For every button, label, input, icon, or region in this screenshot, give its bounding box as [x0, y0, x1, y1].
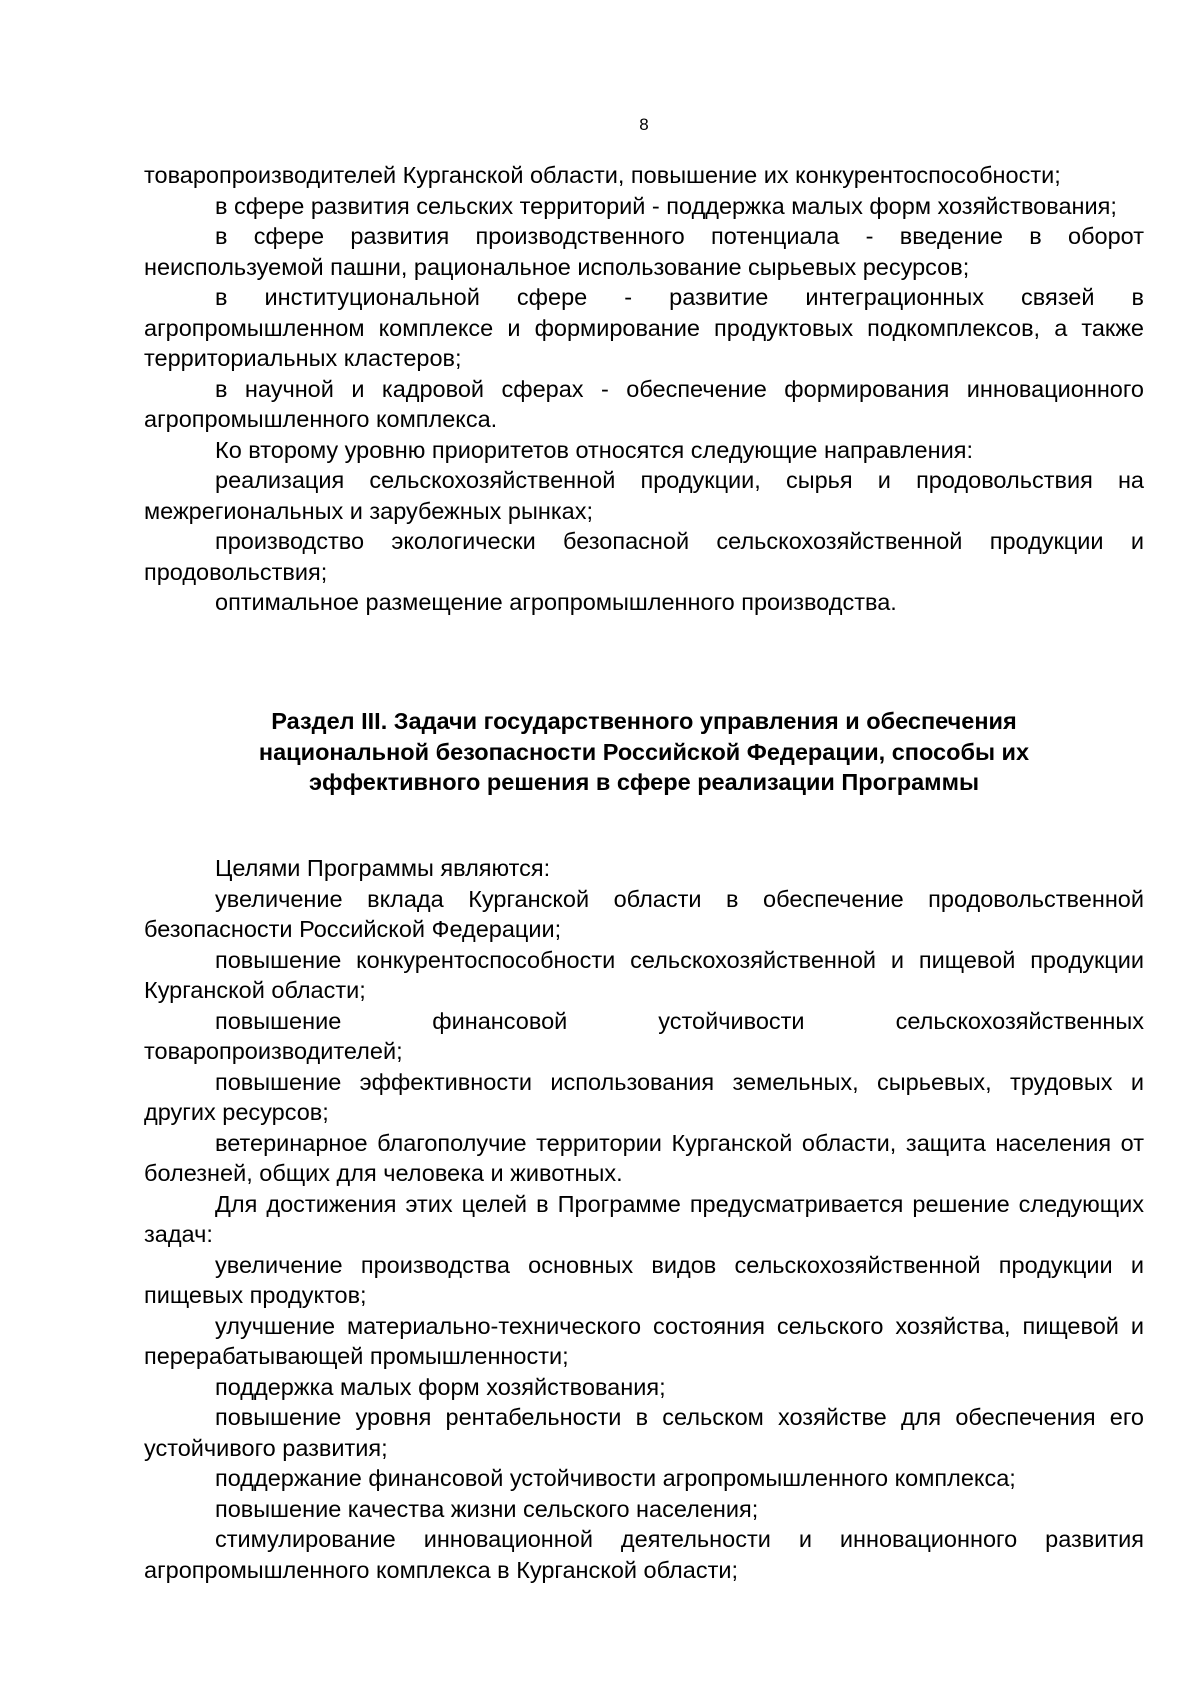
paragraph: товаропроизводителей Курганской области, повышение их конкурентоспособности;	[144, 162, 1061, 188]
paragraph: Целями Программы являются:	[215, 855, 551, 881]
paragraph: повышение уровня рентабельности в сельском хозяйстве для обеспечения его устойчивого развития;	[144, 1404, 1144, 1461]
paragraph: в сфере развития сельских территорий - поддержка малых форм хозяйствования;	[215, 192, 1117, 219]
paragraph: поддержание финансовой устойчивости агропромышленного комплекса;	[215, 1465, 1016, 1491]
paragraph: улучшение материально-технического состояния сельского хозяйства, пищевой и перерабатывающей промышленности;	[144, 1312, 1144, 1369]
paragraph: поддержка малых форм хозяйствования;	[215, 1373, 666, 1400]
section-heading-line: Раздел III. Задачи государственного управления и обеспечения	[271, 708, 1017, 734]
paragraph: производство экологически безопасной сельскохозяйственной продукции и продовольствия;	[144, 528, 1144, 585]
bottom-text-block	[144, 853, 1144, 1585]
section-heading-line: эффективного решения в сфере реализации Программы	[308, 769, 980, 795]
paragraph: реализация сельскохозяйственной продукции, сырья и продовольствия на межрегиональных и зарубежных рынках;	[144, 467, 1144, 524]
section-heading-line: национальной безопасности Российской Федерации, способы их	[258, 738, 1030, 765]
paragraph: ветеринарное благополучие территории Курганской области, защита населения от болезней, общих для человека и животных.	[144, 1129, 1144, 1186]
paragraph: увеличение вклада Курганской области в обеспечение продовольственной безопасности Российской Федерации;	[144, 885, 1144, 942]
paragraph: в научной и кадровой сферах - обеспечение формирования инновационного агропромышленного комплекса.	[144, 375, 1144, 432]
paragraph: увеличение производства основных видов сельскохозяйственной продукции и пищевых продуктов;	[144, 1251, 1144, 1308]
paragraph: повышение эффективности использования земельных, сырьевых, трудовых и других ресурсов;	[144, 1068, 1144, 1125]
page-number: 8	[639, 115, 649, 134]
paragraph: Ко второму уровню приоритетов относятся следующие направления:	[215, 436, 973, 463]
paragraph: в институциональной сфере - развитие интеграционных связей в агропромышленном комплексе и формирование продуктовых подкомплексов, а также территориальных кластеров;	[144, 284, 1144, 371]
paragraph: в сфере развития производственного потенциала - введение в оборот неиспользуемой пашни, рациональное использование сырьевых ресурсов;	[144, 223, 1144, 280]
paragraph: Для достижения этих целей в Программе предусматривается решение следующих задач:	[144, 1190, 1144, 1247]
paragraph: повышение качества жизни сельского населения;	[215, 1495, 759, 1522]
top-text-block	[144, 160, 1144, 618]
paragraph: оптимальное размещение агропромышленного производства.	[215, 589, 897, 615]
paragraph: повышение конкурентоспособности сельскохозяйственной и пищевой продукции Курганской области;	[144, 946, 1144, 1003]
paragraph: повышение финансовой устойчивости сельскохозяйственных товаропроизводителей;	[144, 1007, 1144, 1064]
section-heading	[144, 706, 1144, 798]
paragraph: стимулирование инновационной деятельности и инновационного развития агропромышленного комплекса в Курганской области;	[144, 1526, 1144, 1583]
